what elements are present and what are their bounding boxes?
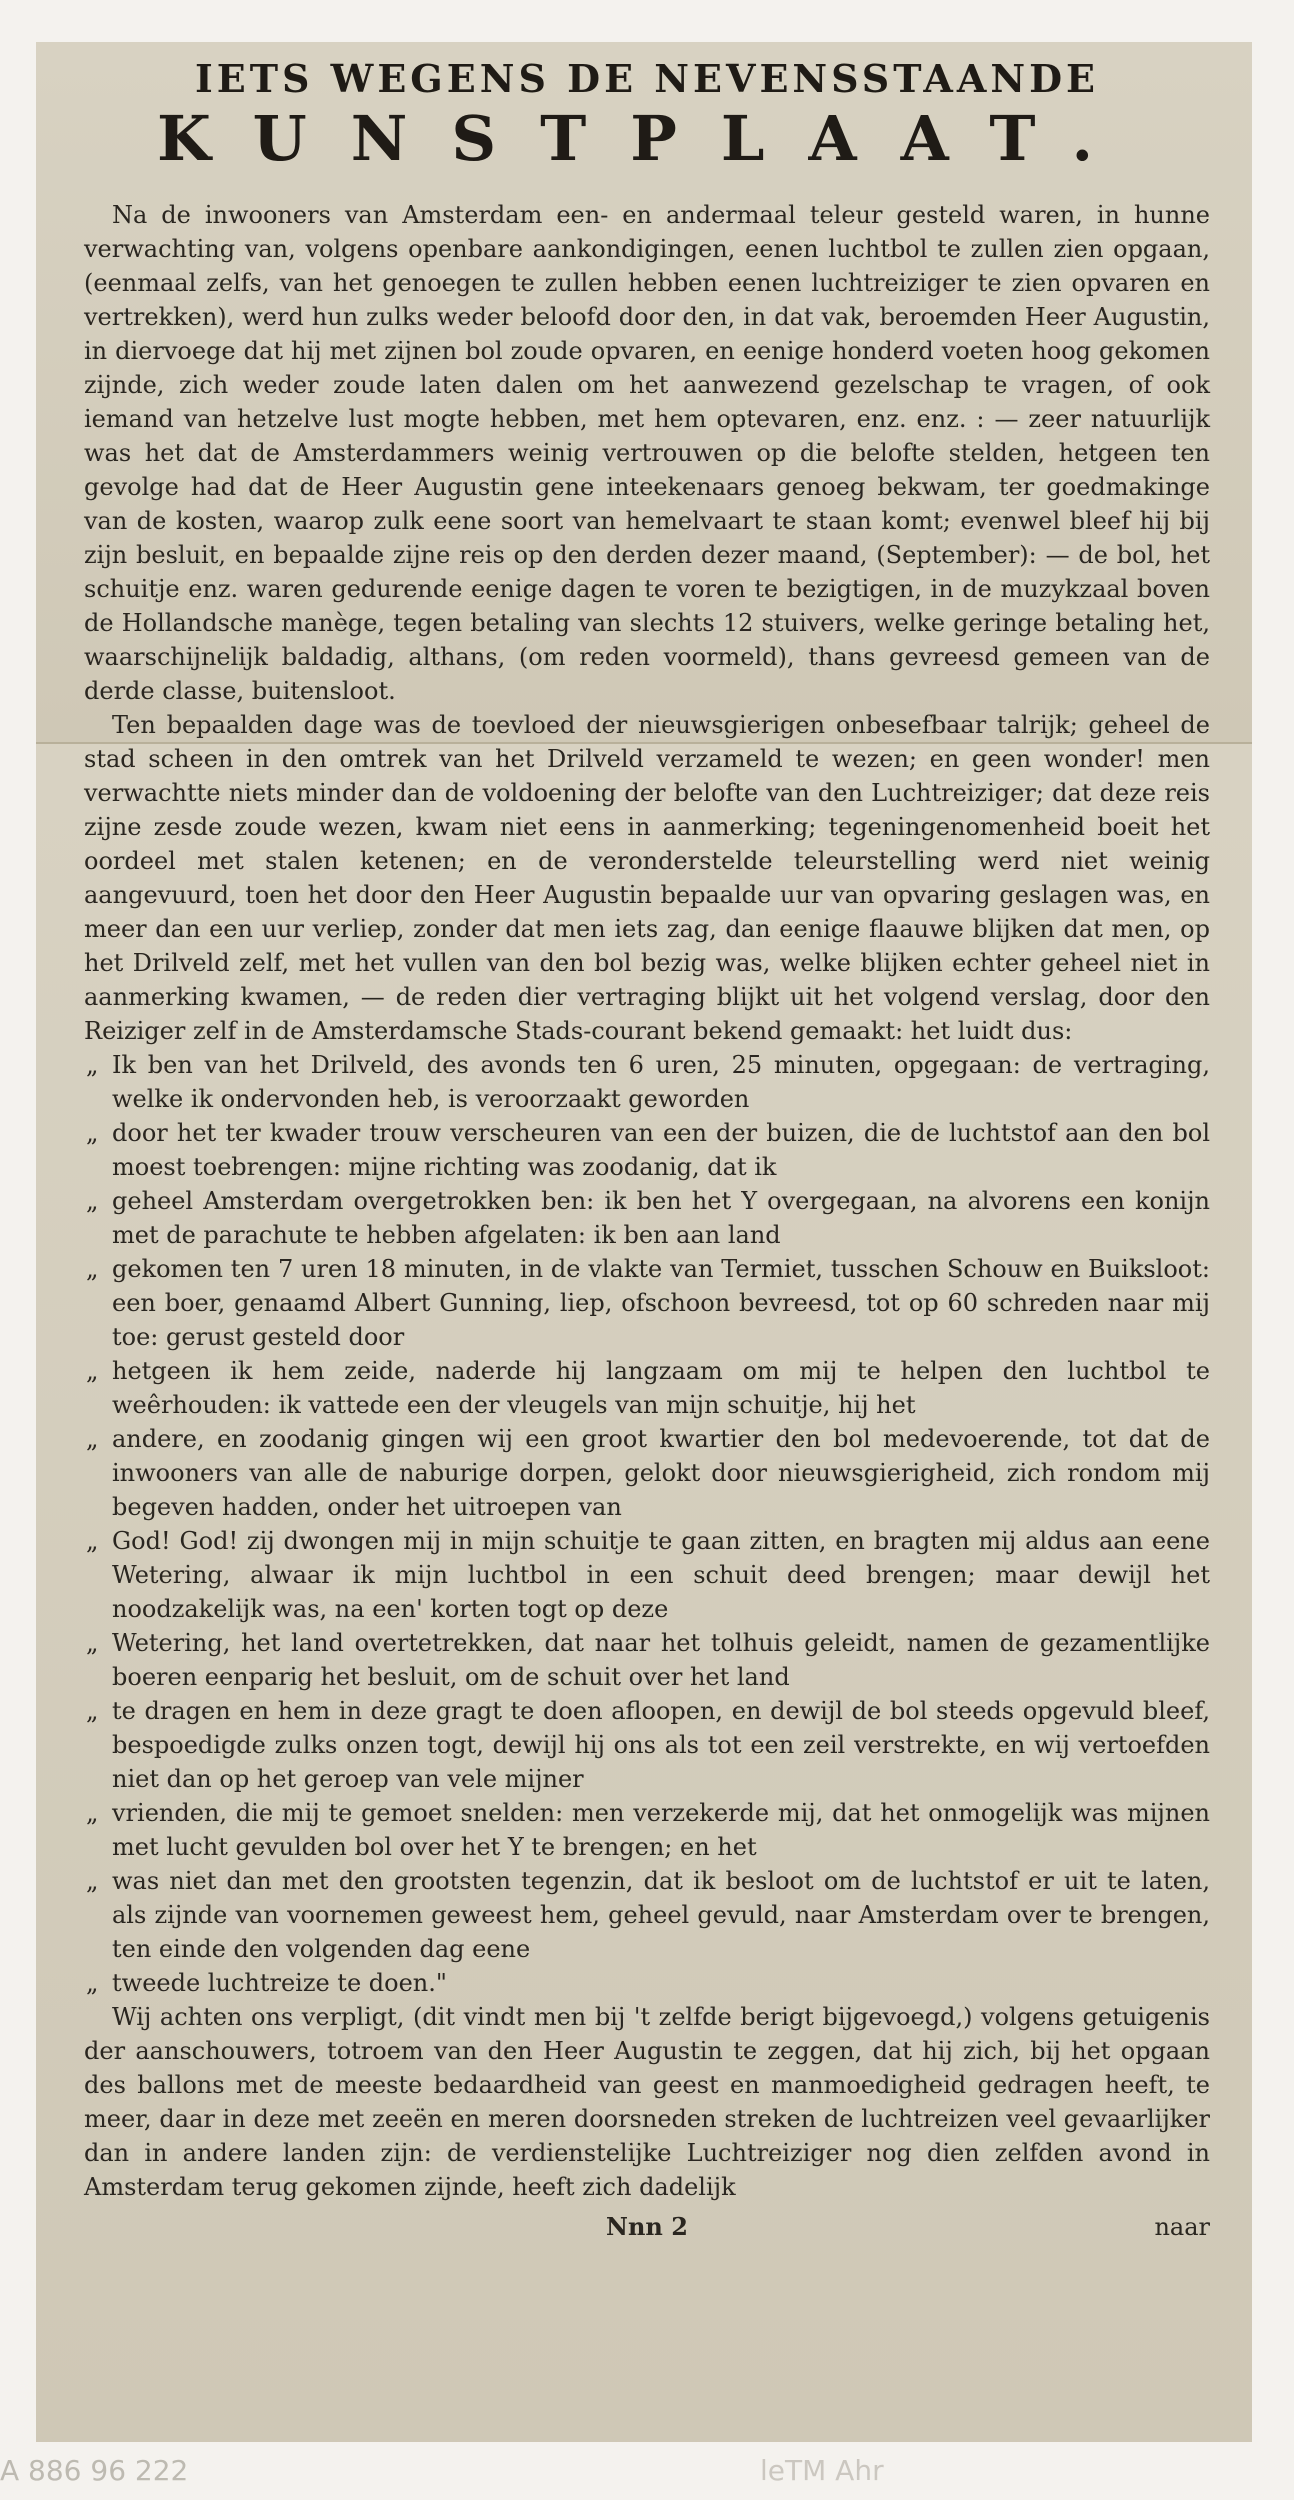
mount-note-left: A 886 96 222 (0, 2454, 189, 2487)
quote-line: „ hetgeen ik hem zeide, naderde hij langzaam om mij te helpen den luchtbol te weêrhouden: ik vattede een der vleugels van mijn schuitje, hij het (112, 1354, 1210, 1422)
paragraph-closing: Wij achten ons verpligt, (dit vindt men bij 't zelfde berigt bijgevoegd,) volgens getuigenis der aanschouwers, totroem van den Heer Augustin te zeggen, dat hij zich, bij het opgaan des ballons met de meeste bedaardheid van geest en manmoedigheid gedragen heeft, te meer, daar in deze met zeeën en meren doorsneden streken de luchtreizen veel gevaarlijker dan in andere landen zijn: de verdienstelijke Luchtreiziger nog dien zelfden avond in Amsterdam terug gekomen zijnde, heeft zich dadelijk (84, 2003, 1210, 2201)
quote-line: „ andere, en zoodanig gingen wij een groot kwartier den bol medevoerende, tot dat de inwooners van alle de naburige dorpen, gelokt door nieuwsgierigheid, zich rondom mij begeven hadden, onder het uitroepen van (112, 1422, 1210, 1524)
quote-line: „ gekomen ten 7 uren 18 minuten, in de vlakte van Termiet, tusschen Schouw en Buiksloot: een boer, genaamd Albert Gunning, liep, ofschoon bevreesd, tot op 60 schreden naar mij toe: gerust gesteld door (112, 1252, 1210, 1354)
quote-line: „ Ik ben van het Drilveld, des avonds ten 6 uren, 25 minuten, opgegaan: de vertraging, welke ik ondervonden heb, is veroorzaakt geworden (112, 1048, 1210, 1116)
catchword: naar (1154, 2213, 1210, 2241)
quote-line: „ door het ter kwader trouw verscheuren van een der buizen, die de luchtstof aan den bol moest toebrengen: mijne richting was zoodanig, dat ik (112, 1116, 1210, 1184)
quote-line: „ te dragen en hem in deze gragt te doen afloopen, en dewijl de bol steeds opgevuld bleef, bespoedigde zulks onzen togt, dewijl hij ons als tot een zeil verstrekte, en wij vertoefden niet dan op het geroep van vele mijner (112, 1694, 1210, 1796)
paragraph-event: Ten bepaalden dage was de toevloed der nieuwsgierigen onbesefbaar talrijk; geheel de stad scheen in den omtrek van het Drilveld verzameld te wezen; en geen wonder! men verwachtte niets minder dan de voldoening der belofte van den Luchtreiziger; dat deze reis zijne zesde zoude wezen, kwam niet eens in aanmerking; tegeningenomenheid boeit het oordeel met stalen ketenen; en de veronderstelde teleurstelling werd niet weinig aangevuurd, toen het door den Heer Augustin bepaalde uur van opvaring geslagen was, en meer dan een uur verliep, zonder dat men iets zag, dan eenige flaauwe blijken dat men, op het Drilveld zelf, met het vullen van den bol bezig was, welke blijken echter geheel niet in aanmerking kwamen, — de reden dier vertraging blijkt uit het volgend verslag, door den Reiziger zelf in de Amsterdamsche Stads-courant bekend gemaakt: het luidt dus: (84, 711, 1210, 1045)
article-content (84, 56, 1210, 2244)
article-heading: IETS WEGENS DE NEVENSSTAANDE (194, 56, 1100, 101)
page-footer (84, 2210, 1210, 2244)
mount-note-right: leTM Ahr (760, 2454, 884, 2487)
article-title: KUNSTPLAAT. (156, 102, 1138, 175)
quote-line: „ God! God! zij dwongen mij in mijn schuitje te gaan zitten, en bragten mij aldus aan eene Wetering, alwaar ik mijn luchtbol in een schuit deed brengen; maar dewijl het noodzakelijk was, na een' korten togt op deze (112, 1524, 1210, 1626)
quote-line: „ tweede luchtreize te doen." (112, 1966, 1210, 2000)
quote-line: „ vrienden, die mij te gemoet snelden: men verzekerde mij, dat het onmogelijk was mijnen met lucht gevulden bol over het Y te brengen; en het (112, 1796, 1210, 1864)
mount-annotations (0, 2454, 1294, 2494)
signature-mark: Nnn 2 (606, 2212, 688, 2241)
quote-line: „ geheel Amsterdam overgetrokken ben: ik ben het Y overgegaan, na alvorens een konijn met de parachute te hebben afgelaten: ik ben aan land (112, 1184, 1210, 1252)
paragraph-intro: Na de inwooners van Amsterdam een- en andermaal teleur gesteld waren, in hunne verwachting van, volgens openbare aankondigingen, eenen luchtbol te zullen zien opgaan, (eenmaal zelfs, van het genoegen te zullen hebben eenen luchtreiziger te zien opvaren en vertrekken), werd hun zulks weder beloofd door den, in dat vak, beroemden Heer Augustin, in diervoege dat hij met zijnen bol zoude opvaren, en eenige honderd voeten hoog gekomen zijnde, zich weder zoude laten dalen om het aanwezend gezelschap te vragen, of ook iemand van hetzelve lust mogte hebben, met hem optevaren, enz. enz. : — zeer natuurlijk was het dat de Amsterdammers weinig vertrouwen op die belofte stelden, hetgeen ten gevolge had dat de Heer Augustin gene inteekenaars genoeg bekwam, ter goedmakinge van de kosten, waarop zulk eene soort van hemelvaart te staan komt; evenwel bleef hij bij zijn besluit, en bepaalde zijne reis op den derden dezer maand, (September): — de bol, het schuitje enz. waren gedurende eenige dagen te voren te bezigtigen, in de muzykzaal boven de Hollandsche manège, tegen betaling van slechts 12 stuivers, welke geringe betaling het, waarschijnelijk baldadig, althans, (om reden voormeld), thans gevreesd gemeen van de derde classe, buitensloot. (84, 201, 1210, 705)
quote-line: „ was niet dan met den grootsten tegenzin, dat ik besloot om de luchtstof er uit te laten, als zijnde van voornemen geweest hem, geheel gevuld, naar Amsterdam over te brengen, ten einde den volgenden dag eene (112, 1864, 1210, 1966)
quoted-report (84, 1048, 1210, 2000)
quote-line: „ Wetering, het land overtetrekken, dat naar het tolhuis geleidt, namen de gezamentlijke boeren eenparig het besluit, om de schuit over het land (112, 1626, 1210, 1694)
article-paper (36, 42, 1252, 2442)
